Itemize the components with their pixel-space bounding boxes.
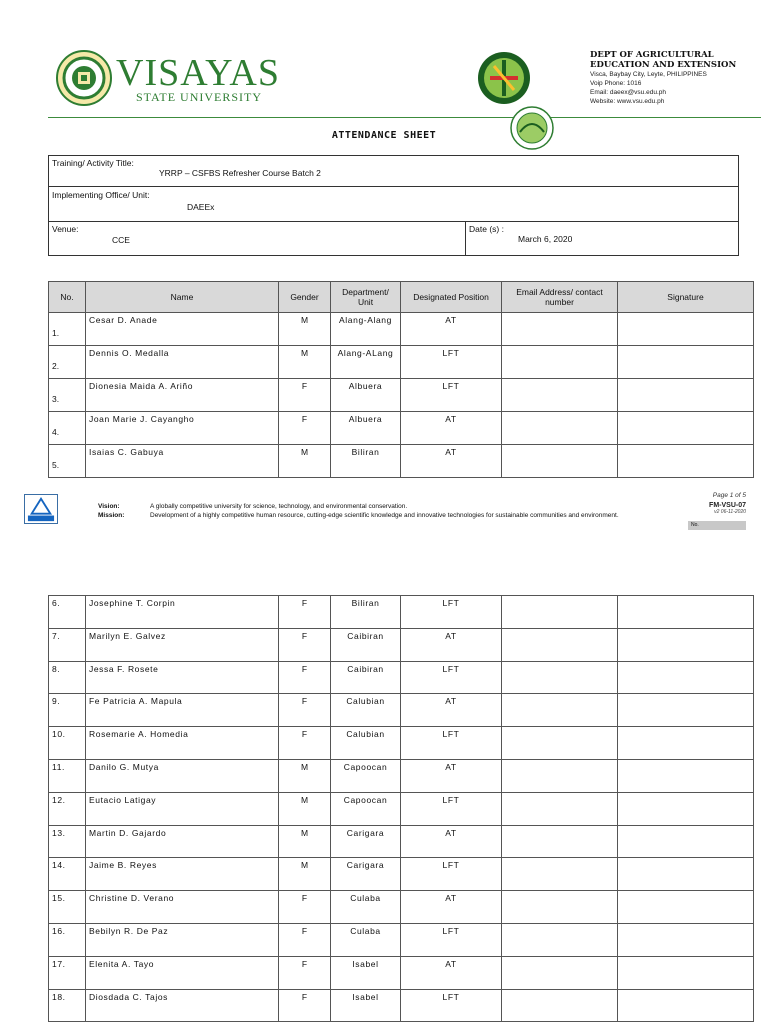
cell-gender: M	[279, 313, 331, 346]
table-row	[49, 628, 754, 661]
cell-email	[502, 628, 618, 661]
cell-department: Alang-Alang	[331, 313, 401, 346]
cell-name: Jaime B. Reyes	[86, 858, 279, 891]
cell-position: LFT	[401, 727, 502, 760]
cell-name: Elenita A. Tayo	[86, 956, 279, 989]
page-footer	[24, 490, 746, 532]
cell-department: Biliran	[331, 596, 401, 629]
attendance-table-page1	[48, 281, 754, 478]
cell-email	[502, 661, 618, 694]
cell-signature	[618, 661, 754, 694]
cell-position: AT	[401, 445, 502, 478]
department-logo-icon	[476, 50, 532, 106]
cell-position: AT	[401, 412, 502, 445]
venue-date-row	[49, 222, 738, 256]
cell-gender: F	[279, 661, 331, 694]
cell-signature	[618, 759, 754, 792]
page-info	[709, 492, 746, 515]
cell-department: Carigara	[331, 825, 401, 858]
table-row	[49, 891, 754, 924]
cell-position: LFT	[401, 596, 502, 629]
cell-position: AT	[401, 759, 502, 792]
cell-no: 2.	[49, 346, 86, 379]
cell-no: 18.	[49, 989, 86, 1022]
table-row	[49, 858, 754, 891]
cell-name: Fe Patricia A. Mapula	[86, 694, 279, 727]
cell-department: Caibiran	[331, 661, 401, 694]
table-row	[49, 412, 754, 445]
cell-department: Isabel	[331, 989, 401, 1022]
cell-gender: F	[279, 412, 331, 445]
cell-email	[502, 956, 618, 989]
cell-name: Isaias C. Gabuya	[86, 445, 279, 478]
university-name: VISAYAS	[116, 52, 280, 94]
cell-no: 16.	[49, 923, 86, 956]
col-header-no: No.	[49, 282, 86, 313]
header-divider	[48, 117, 761, 118]
cell-gender: M	[279, 759, 331, 792]
cell-gender: F	[279, 989, 331, 1022]
cell-email	[502, 989, 618, 1022]
cell-signature	[618, 379, 754, 412]
cell-signature	[618, 313, 754, 346]
cell-name: Eutacio Latigay	[86, 792, 279, 825]
attendance-table-page2	[48, 595, 754, 1022]
col-header-signature: Signature	[618, 282, 754, 313]
cell-name: Cesar D. Anade	[86, 313, 279, 346]
dept-email: Email: daeex@vsu.edu.ph	[590, 89, 666, 96]
cell-department: Culaba	[331, 923, 401, 956]
form-code: FM-VSU-07	[709, 502, 746, 509]
cell-no: 10.	[49, 727, 86, 760]
cell-gender: M	[279, 858, 331, 891]
office-row	[49, 187, 738, 222]
cell-position: LFT	[401, 923, 502, 956]
table-row	[49, 661, 754, 694]
mission-text: Development of a highly competitive human resource, cutting-edge scientific knowledge and innovative technologies for sustainable communities and environment.	[150, 512, 619, 519]
mission-label: Mission:	[98, 512, 125, 519]
cell-position: AT	[401, 313, 502, 346]
page-number: Page 1 of 5	[712, 492, 746, 499]
col-header-department: Department/ Unit	[331, 282, 401, 313]
cell-email	[502, 792, 618, 825]
cell-no: 8.	[49, 661, 86, 694]
cell-no: 11.	[49, 759, 86, 792]
col-header-position: Designated Position	[401, 282, 502, 313]
vision-text: A globally competitive university for science, technology, and environmental conservation.	[150, 503, 408, 510]
cell-no: 7.	[49, 628, 86, 661]
table-row	[49, 989, 754, 1022]
department-contact	[590, 50, 760, 106]
cell-name: Joan Marie J. Cayangho	[86, 412, 279, 445]
cell-gender: M	[279, 792, 331, 825]
table-row	[49, 759, 754, 792]
cell-no: 17.	[49, 956, 86, 989]
cell-department: Albuera	[331, 412, 401, 445]
cell-signature	[618, 346, 754, 379]
table-row	[49, 825, 754, 858]
cell-signature	[618, 923, 754, 956]
table-row	[49, 313, 754, 346]
cell-gender: F	[279, 891, 331, 924]
cell-signature	[618, 858, 754, 891]
venue-date-divider	[465, 222, 466, 256]
table-row	[49, 956, 754, 989]
university-subtitle: STATE UNIVERSITY	[136, 90, 263, 104]
cell-no: 14.	[49, 858, 86, 891]
cell-name: Dennis O. Medalla	[86, 346, 279, 379]
cell-position: LFT	[401, 989, 502, 1022]
cell-position: AT	[401, 694, 502, 727]
cell-email	[502, 727, 618, 760]
cell-department: Carigara	[331, 858, 401, 891]
cell-no: 6.	[49, 596, 86, 629]
cell-email	[502, 412, 618, 445]
cell-no: 4.	[49, 412, 86, 445]
cell-position: LFT	[401, 858, 502, 891]
form-version: v2 06-11-2020	[714, 509, 746, 515]
table-row	[49, 445, 754, 478]
cell-name: Dionesia Maida A. Ariño	[86, 379, 279, 412]
cell-email	[502, 445, 618, 478]
cell-signature	[618, 989, 754, 1022]
cell-signature	[618, 825, 754, 858]
table-header-row	[49, 282, 754, 313]
table-row	[49, 694, 754, 727]
cell-gender: F	[279, 379, 331, 412]
col-header-email: Email Address/ contact number	[502, 282, 618, 313]
cell-position: AT	[401, 825, 502, 858]
cell-name: Diosdada C. Tajos	[86, 989, 279, 1022]
dept-website: Website: www.vsu.edu.ph	[590, 98, 665, 105]
dept-address: Visca, Baybay City, Leyte, PHILIPPINES	[590, 71, 707, 78]
table-body-page2	[49, 596, 754, 1022]
cell-no: 9.	[49, 694, 86, 727]
activity-info-box	[48, 155, 739, 256]
dept-voip: Voip Phone: 1016	[590, 80, 642, 87]
cell-name: Christine D. Verano	[86, 891, 279, 924]
cell-signature	[618, 727, 754, 760]
training-label: Training/ Activity Title:	[52, 158, 134, 168]
table-row	[49, 923, 754, 956]
cell-position: AT	[401, 956, 502, 989]
cell-department: Isabel	[331, 956, 401, 989]
venue-label: Venue:	[52, 224, 79, 234]
certification-badge-icon	[24, 494, 58, 524]
cell-department: Capoocan	[331, 792, 401, 825]
dept-title-line1: DEPT OF AGRICULTURAL	[590, 50, 714, 60]
cell-department: Calubian	[331, 694, 401, 727]
cell-position: AT	[401, 891, 502, 924]
cell-gender: M	[279, 445, 331, 478]
cell-email	[502, 891, 618, 924]
sheet-title: ATTENDANCE SHEET	[331, 130, 437, 141]
cell-department: Caibiran	[331, 628, 401, 661]
cell-name: Josephine T. Corpin	[86, 596, 279, 629]
cell-gender: F	[279, 596, 331, 629]
cell-signature	[618, 596, 754, 629]
cell-department: Capoocan	[331, 759, 401, 792]
cell-email	[502, 346, 618, 379]
cell-no: 1.	[49, 313, 86, 346]
cell-gender: F	[279, 956, 331, 989]
cell-signature	[618, 891, 754, 924]
cell-email	[502, 694, 618, 727]
cell-no: 15.	[49, 891, 86, 924]
office-value: DAEEx	[187, 202, 215, 212]
table-row	[49, 379, 754, 412]
cell-email	[502, 923, 618, 956]
cell-name: Jessa F. Rosete	[86, 661, 279, 694]
cell-signature	[618, 445, 754, 478]
cell-email	[502, 379, 618, 412]
cell-name: Martin D. Gajardo	[86, 825, 279, 858]
date-value: March 6, 2020	[518, 234, 573, 244]
table-row	[49, 727, 754, 760]
cell-no: 5.	[49, 445, 86, 478]
cell-email	[502, 759, 618, 792]
cell-no: 12.	[49, 792, 86, 825]
table-row	[49, 596, 754, 629]
cell-email	[502, 858, 618, 891]
cell-name: Marilyn E. Galvez	[86, 628, 279, 661]
cell-gender: F	[279, 694, 331, 727]
cell-gender: F	[279, 923, 331, 956]
cell-gender: F	[279, 628, 331, 661]
col-header-gender: Gender	[279, 282, 331, 313]
cell-name: Rosemarie A. Homedia	[86, 727, 279, 760]
cell-department: Calubian	[331, 727, 401, 760]
cell-department: Albuera	[331, 379, 401, 412]
cell-signature	[618, 694, 754, 727]
table-row	[49, 792, 754, 825]
cell-signature	[618, 412, 754, 445]
dept-title-line2: EDUCATION AND EXTENSION	[590, 60, 737, 70]
cell-email	[502, 596, 618, 629]
cell-signature	[618, 956, 754, 989]
cell-signature	[618, 628, 754, 661]
cell-position: AT	[401, 628, 502, 661]
form-no-box: No.	[688, 521, 746, 530]
cell-department: Alang-ALang	[331, 346, 401, 379]
office-label: Implementing Office/ Unit:	[52, 190, 150, 200]
training-row	[49, 156, 738, 187]
cell-department: Culaba	[331, 891, 401, 924]
cell-position: LFT	[401, 792, 502, 825]
col-header-name: Name	[86, 282, 279, 313]
cell-no: 13.	[49, 825, 86, 858]
venue-value: CCE	[112, 235, 130, 245]
cell-email	[502, 825, 618, 858]
cell-department: Biliran	[331, 445, 401, 478]
university-wordmark	[116, 54, 280, 105]
cell-email	[502, 313, 618, 346]
extension-seal-icon	[500, 106, 564, 150]
cell-position: LFT	[401, 346, 502, 379]
cell-signature	[618, 792, 754, 825]
cell-position: LFT	[401, 379, 502, 412]
vision-label: Vision:	[98, 503, 120, 510]
cell-gender: M	[279, 825, 331, 858]
cell-position: LFT	[401, 661, 502, 694]
document-header	[48, 42, 748, 118]
cell-gender: F	[279, 727, 331, 760]
cell-name: Bebilyn R. De Paz	[86, 923, 279, 956]
cell-name: Danilo G. Mutya	[86, 759, 279, 792]
table-row	[49, 346, 754, 379]
date-label: Date (s) :	[469, 224, 504, 234]
university-seal-icon	[56, 50, 112, 106]
table-body-page1	[49, 313, 754, 478]
training-value: YRRP – CSFBS Refresher Course Batch 2	[159, 168, 321, 178]
cell-no: 3.	[49, 379, 86, 412]
cell-gender: M	[279, 346, 331, 379]
